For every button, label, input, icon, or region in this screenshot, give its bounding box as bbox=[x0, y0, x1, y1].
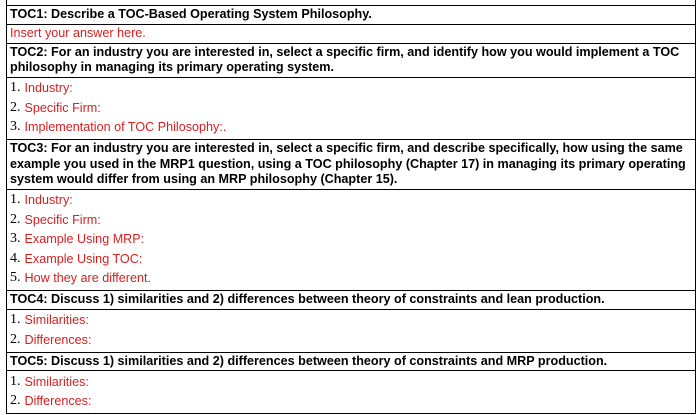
answer-prompt: Specific Firm: bbox=[24, 100, 101, 115]
toc3-item-difference[interactable] bbox=[10, 269, 695, 289]
answer-prompt: Example Using MRP: bbox=[24, 232, 145, 247]
list-number: 2. bbox=[10, 331, 21, 347]
toc4-item-differences[interactable] bbox=[10, 330, 695, 350]
list-number: 2. bbox=[10, 99, 21, 115]
toc4-item-similarities[interactable] bbox=[10, 311, 695, 331]
toc3-answer-list bbox=[7, 190, 695, 292]
answer-prompt: Industry: bbox=[24, 193, 73, 208]
answer-prompt: Differences: bbox=[24, 332, 92, 347]
answer-prompt: Similarities: bbox=[24, 313, 89, 328]
toc3-question: TOC3: For an industry you are interested in, select a specific firm, and describe specifically, how using the same example you used in the MRP1 question, using a TOC philosophy (Chapter 17) in managing its primary operating system would differ from using an MRP philosophy (Chapter 15). bbox=[7, 140, 695, 190]
list-number: 3. bbox=[10, 231, 21, 247]
answer-prompt: Differences: bbox=[24, 394, 92, 409]
list-number: 5. bbox=[10, 270, 21, 286]
list-number: 1. bbox=[10, 312, 21, 328]
toc5-item-differences[interactable] bbox=[10, 392, 695, 412]
toc5-answer-list bbox=[7, 371, 695, 414]
list-number: 2. bbox=[10, 393, 21, 409]
toc2-question: TOC2: For an industry you are interested in, select a specific firm, and identify how you would implement a TOC philosophy in managing its primary operating system. bbox=[7, 44, 695, 78]
toc1-question: TOC1: Describe a TOC-Based Operating System Philosophy. bbox=[7, 6, 695, 25]
list-number: 1. bbox=[10, 192, 21, 208]
toc5-item-similarities[interactable] bbox=[10, 372, 695, 392]
toc1-answer-field[interactable]: Insert your answer here. bbox=[7, 25, 695, 44]
list-number: 1. bbox=[10, 80, 21, 96]
toc2-item-industry[interactable] bbox=[10, 79, 695, 99]
toc2-item-implementation[interactable] bbox=[10, 118, 695, 138]
toc4-question: TOC4: Discuss 1) similarities and 2) differences between theory of constraints and lean production. bbox=[7, 291, 695, 310]
toc2-item-firm[interactable] bbox=[10, 98, 695, 118]
answer-prompt: Example Using TOC: bbox=[24, 251, 143, 266]
worksheet-table bbox=[6, 0, 696, 414]
toc3-item-industry[interactable] bbox=[10, 191, 695, 211]
answer-prompt: Specific Firm: bbox=[24, 212, 101, 227]
toc5-question: TOC5: Discuss 1) similarities and 2) differences between theory of constraints and MRP production. bbox=[7, 353, 695, 372]
answer-prompt: Industry: bbox=[24, 81, 73, 96]
toc4-answer-list bbox=[7, 310, 695, 353]
list-number: 2. bbox=[10, 211, 21, 227]
toc2-answer-list bbox=[7, 78, 695, 141]
answer-prompt: Similarities: bbox=[24, 374, 89, 389]
toc3-item-toc-example[interactable] bbox=[10, 249, 695, 269]
toc3-item-firm[interactable] bbox=[10, 210, 695, 230]
list-number: 1. bbox=[10, 373, 21, 389]
answer-prompt: Implementation of TOC Philosophy:. bbox=[24, 120, 227, 135]
list-number: 3. bbox=[10, 119, 21, 135]
toc3-item-mrp-example[interactable] bbox=[10, 230, 695, 250]
list-number: 4. bbox=[10, 250, 21, 266]
answer-prompt: How they are different. bbox=[24, 271, 151, 286]
